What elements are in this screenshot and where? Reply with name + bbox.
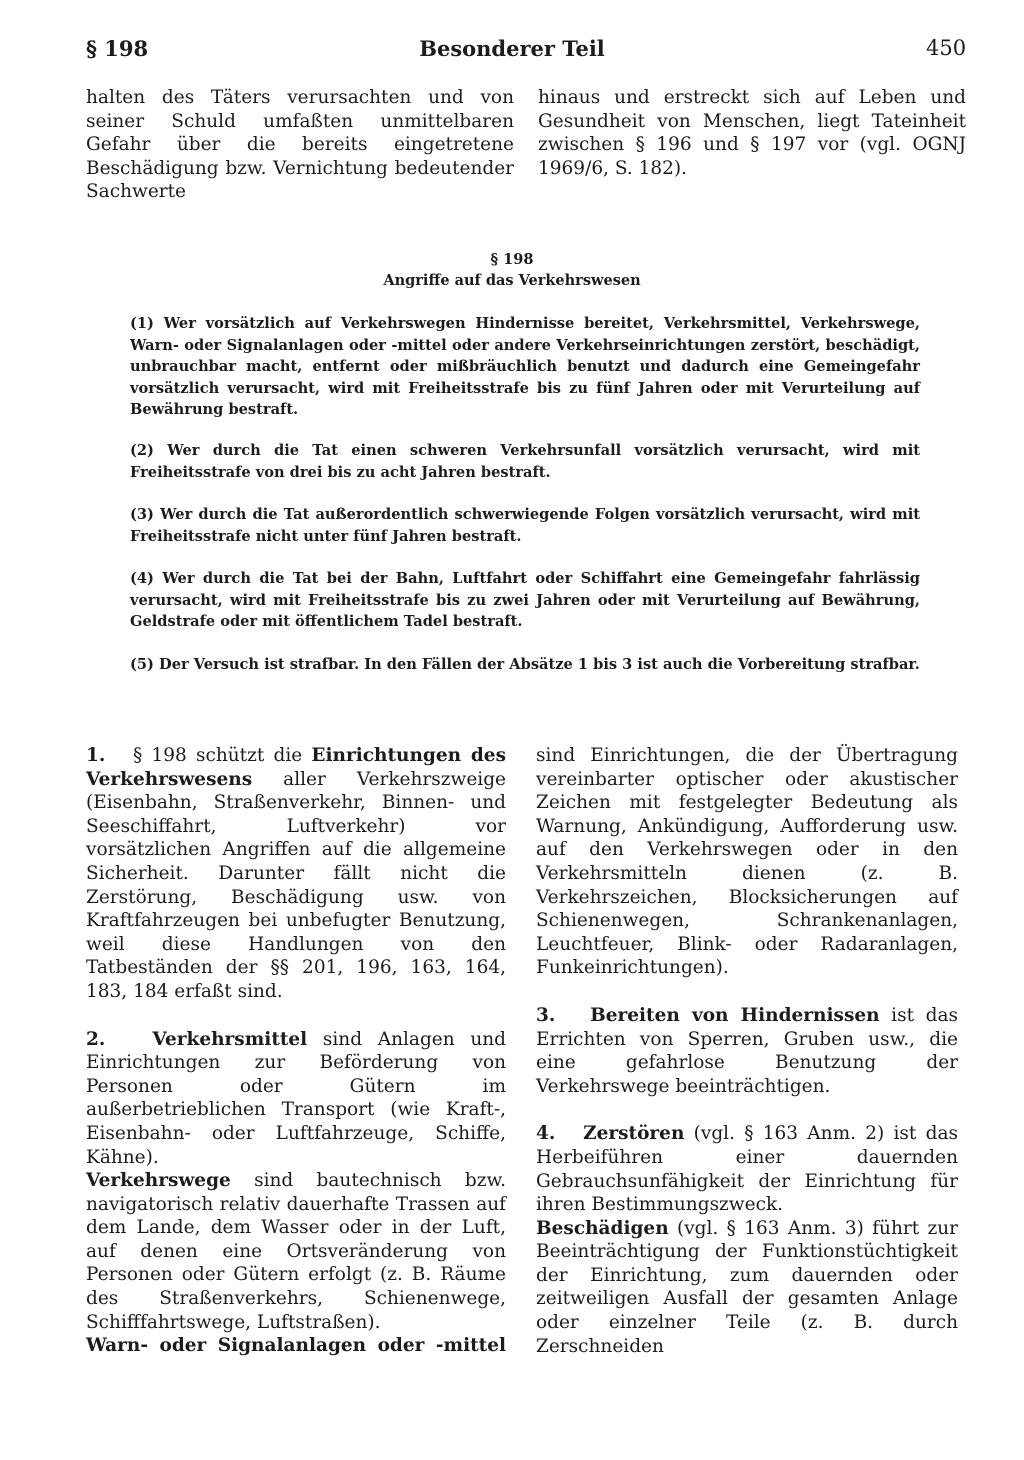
note-3 [536, 1004, 958, 1098]
warnanlagen-term: Warn- oder Signalanlagen oder -mittel [86, 1335, 506, 1357]
top-text-left: halten des Täters verursachten und von seiner Schuld umfaßten unmittelbaren Gefahr über die bereits eingetretene Beschädigung bzw. Vernichtung bedeutender Sachwerte [86, 87, 514, 203]
note-1-term: Einrichtungen des Verkehrswesens [86, 745, 506, 790]
note-1-pre: § 198 schützt die [132, 745, 312, 766]
note-1-text: aller Verkehrszweige (Eisenbahn, Straßenverkehr, Binnen- und Seeschiffahrt, Luftverkehr) vor vorsätzlichen Angriffen auf die allgemeine Sicherheit. Darunter fällt nicht die Zerstörung, Beschädigung usw. von Kraftfahrzeugen bei unbefugter Benutzung, weil diese Handlungen von den Tatbeständen der §§ 201, 196, 163, 164, 183, 184 erfaßt sind. [86, 768, 506, 1002]
note-1-number: 1. [86, 745, 106, 766]
note-warnanlagen [86, 1334, 506, 1358]
law-paragraph-1: (1) Wer vorsätzlich auf Verkehrswegen Hindernisse bereitet, Verkehrsmittel, Verkehrswege, Warn- oder Signalanlagen oder -mittel oder andere Verkehrseinrichtungen zerstört, beschädigt, unbrauchbar macht, entfernt oder mißbräuchlich benutzt und dadurch eine Gemeingefahr vorsätzlich verursacht, wird mit Freiheitsstrafe bis zu fünf Jahren oder mit Verurteilung auf Bewährung bestraft. [130, 315, 920, 419]
beschaedigen-term: Beschädigen [536, 1217, 669, 1239]
note-2-term: Verkehrsmittel [152, 1028, 308, 1050]
note-2-text: sind Anlagen und Einrichtungen zur Beförderung von Personen oder Gütern im außerbetrieblichen Transport (wie Kraft-, Eisenbahn- oder Luftfahrzeuge, Schiffe, Kähne). [86, 1028, 506, 1168]
note-2 [86, 1028, 506, 1170]
note-2-number: 2. [86, 1028, 106, 1050]
note-4-text: (vgl. § 163 Anm. 2) ist das Herbeiführen einer dauernden Gebrauchsunfähigkeit der Einrichtung für ihren Bestimmungszweck. [536, 1123, 958, 1216]
note-beschaedigen [536, 1217, 958, 1359]
verkehrswege-text: sind bautechnisch bzw. navigatorisch relativ dauerhafte Trassen auf dem Lande, dem Wasser oder in der Luft, auf denen eine Ortsveränderung von Personen oder Gütern erfolgt (z. B. Räume des Straßenverkehrs, Schienenwege, Schifffahrtswege, Luftstraßen). [86, 1170, 506, 1333]
commentary-right-column [536, 744, 958, 1358]
note-3-text: ist das Errichten von Sperren, Gruben usw., die eine gefahrlose Benutzung der Verkehrswege beeinträchtigen. [536, 1004, 958, 1097]
commentary-left-column [86, 744, 506, 1358]
page-number: 450 [926, 36, 967, 60]
law-paragraph-3: (3) Wer durch die Tat außerordentlich schwerwiegende Folgen vorsätzlich verursacht, wird mit Freiheitsstrafe nicht unter fünf Jahren bestraft. [130, 506, 920, 545]
note-4 [536, 1122, 958, 1216]
note-3-term: Bereiten von Hindernissen [590, 1004, 880, 1026]
section-number: § 198 [490, 251, 534, 268]
note-3-number: 3. [536, 1004, 556, 1026]
section-heading: Angriffe auf das Verkehrswesen [383, 272, 641, 289]
header-section: § 198 [86, 36, 149, 61]
note-warnanlagen-cont: sind Einrichtungen, die der Übertragung vereinbarter optischer oder akustischer Zeichen mit festgelegter Bedeutung als Warnung, Ankündigung, Aufforderung usw. auf den Verkehrswegen oder in den Verkehrsmitteln dienen (z. B. Verkehrszeichen, Blocksicherungen auf Schienenwegen, Schrankenanlagen, Leuchtfeuer, Blink- oder Radaranlagen, Funkeinrichtungen). [536, 745, 958, 979]
law-paragraph-4: (4) Wer durch die Tat bei der Bahn, Luftfahrt oder Schiffahrt eine Gemeingefahr fahrlässig verursacht, wird mit Freiheitsstrafe bis zu zwei Jahren oder mit Verurteilung auf Bewährung, Geldstrafe oder mit öffentlichem Tadel bestraft. [130, 570, 920, 631]
note-1 [86, 744, 506, 1004]
law-paragraph-5: (5) Der Versuch ist strafbar. In den Fällen der Absätze 1 bis 3 ist auch die Vorbereitung strafbar. [130, 656, 920, 673]
note-verkehrswege [86, 1169, 506, 1334]
note-4-number: 4. [536, 1123, 556, 1145]
law-paragraph-2: (2) Wer durch die Tat einen schweren Verkehrsunfall vorsätzlich verursacht, wird mit Freiheitsstrafe von drei bis zu acht Jahren bestraft. [130, 442, 920, 481]
header-title: Besonderer Teil [419, 36, 605, 61]
top-text-right: hinaus und erstreckt sich auf Leben und Gesundheit von Menschen, liegt Tateinheit zwischen § 196 und § 197 vor (vgl. OGNJ 1969/6, S. 182). [538, 87, 966, 179]
note-4-term: Zerstören [583, 1123, 685, 1145]
verkehrswege-term: Verkehrswege [86, 1170, 231, 1192]
beschaedigen-text: (vgl. § 163 Anm. 3) führt zur Beeinträchtigung der Funktionstüchtigkeit der Einrichtung, zum dauernden oder zeitweiligen Ausfall der gesamten Anlage oder einzelner Teile (z. B. durch Zerschneiden [536, 1217, 958, 1357]
